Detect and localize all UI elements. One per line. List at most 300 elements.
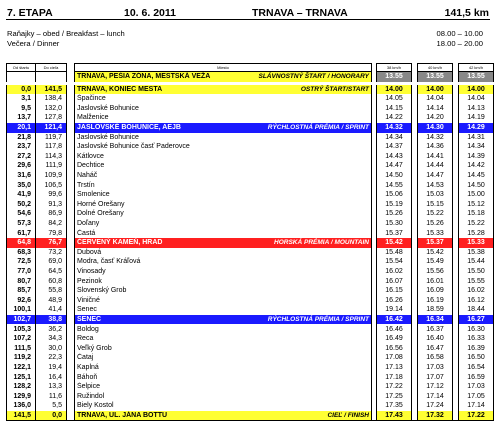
place-note [225, 133, 372, 143]
place-name: Báhoň [75, 372, 225, 382]
place-note [225, 104, 372, 114]
time-42: 15.50 [459, 267, 494, 277]
km-to-finish: 13,3 [36, 382, 67, 392]
col-from-start: Od štartu [7, 64, 36, 72]
table-row [7, 411, 494, 421]
km-to-finish: 79,8 [36, 229, 67, 239]
table-row [7, 315, 494, 325]
time-40: 15.37 [418, 238, 453, 248]
meal-time: 08.00 – 10.00 [436, 29, 483, 38]
time-38: 15.30 [377, 219, 412, 229]
km-from-start: 27,2 [7, 152, 36, 162]
km-from-start: 13,7 [7, 113, 36, 123]
time-38: 17.18 [377, 372, 412, 382]
place-name: Viničné [75, 296, 225, 306]
time-40: 14.20 [418, 113, 453, 123]
time-40: 16.40 [418, 334, 453, 344]
place-note [225, 248, 372, 258]
time-40: 17.14 [418, 392, 453, 402]
time-42: 15.28 [459, 229, 494, 239]
table-row [7, 161, 494, 171]
km-to-finish: 99,6 [36, 190, 67, 200]
time-40: 16.01 [418, 276, 453, 286]
time-38: 17.22 [377, 382, 412, 392]
time-38: 15.42 [377, 238, 412, 248]
km-to-finish: 109,9 [36, 171, 67, 181]
place-note [225, 296, 372, 306]
place-name: Boldog [75, 324, 225, 334]
place-note [225, 142, 372, 152]
place-note [225, 286, 372, 296]
km-to-finish: 84,2 [36, 219, 67, 229]
time-38: 19.14 [377, 305, 412, 315]
time-38: 14.05 [377, 94, 412, 104]
km-from-start: 57,3 [7, 219, 36, 229]
start-time-40: 13.55 [418, 72, 453, 82]
km-from-start: 35,0 [7, 181, 36, 191]
km-from-start: 129,9 [7, 392, 36, 402]
km-to-finish: 19,4 [36, 363, 67, 373]
time-40: 14.04 [418, 94, 453, 104]
km-from-start: 77,0 [7, 267, 36, 277]
meal-label: Raňajky – obed / Breakfast – lunch [7, 29, 125, 38]
km-from-start: 64,8 [7, 238, 36, 248]
timetable-header-row [7, 64, 494, 72]
col-speed-38: 38 km/h [377, 64, 412, 72]
time-42: 17.14 [459, 401, 494, 411]
place-note [225, 276, 372, 286]
place-name: Jaslovské Bohunice časť Paderovce [75, 142, 225, 152]
time-38: 16.15 [377, 286, 412, 296]
place-name: Pezinok [75, 276, 225, 286]
time-40: 15.15 [418, 200, 453, 210]
km-from-start: 0,0 [7, 85, 36, 95]
stage-route: TRNAVA – TRNAVA [252, 7, 348, 19]
km-to-finish: 121,4 [36, 123, 67, 133]
place-note [225, 219, 372, 229]
km-from-start: 100,1 [7, 305, 36, 315]
km-from-start: 20,1 [7, 123, 36, 133]
km-from-start: 61,7 [7, 229, 36, 239]
km-to-finish: 60,8 [36, 276, 67, 286]
time-40: 16.47 [418, 344, 453, 354]
place-name: TRNAVA, KONIEC MESTA [75, 85, 225, 95]
time-42: 14.19 [459, 113, 494, 123]
table-row [7, 152, 494, 162]
table-row [7, 238, 494, 248]
time-38: 14.43 [377, 152, 412, 162]
km-to-finish: 5,5 [36, 401, 67, 411]
table-row [7, 353, 494, 363]
time-38: 17.35 [377, 401, 412, 411]
km-from-start: 72,5 [7, 257, 36, 267]
time-42: 14.42 [459, 161, 494, 171]
km-from-start: 92,6 [7, 296, 36, 306]
time-38: 14.15 [377, 104, 412, 114]
place-name: Vinosady [75, 267, 225, 277]
table-row [7, 229, 494, 239]
place-note [225, 229, 372, 239]
table-row [7, 85, 494, 95]
time-42: 14.39 [459, 152, 494, 162]
time-40: 14.14 [418, 104, 453, 114]
km-to-finish: 11,6 [36, 392, 67, 402]
time-40: 15.49 [418, 257, 453, 267]
place-name: Špačince [75, 94, 225, 104]
time-40: 15.42 [418, 248, 453, 258]
km-from-start: 136,0 [7, 401, 36, 411]
table-row [7, 372, 494, 382]
time-42: 16.50 [459, 353, 494, 363]
km-to-finish: 138,4 [36, 94, 67, 104]
table-row [7, 171, 494, 181]
km-from-start: 85,7 [7, 286, 36, 296]
place-name: Malženice [75, 113, 225, 123]
time-40: 16.37 [418, 324, 453, 334]
place-name: Horné Orešany [75, 200, 225, 210]
km-to-finish: 86,9 [36, 209, 67, 219]
place-name: Doľany [75, 219, 225, 229]
time-42: 14.13 [459, 104, 494, 114]
table-row [7, 324, 494, 334]
time-42: 15.00 [459, 190, 494, 200]
place-name: Slovenský Grob [75, 286, 225, 296]
time-38: 14.34 [377, 133, 412, 143]
time-42: 15.38 [459, 248, 494, 258]
time-42: 17.22 [459, 411, 494, 421]
km-to-finish: 106,5 [36, 181, 67, 191]
time-38: 16.42 [377, 315, 412, 325]
time-38: 16.07 [377, 276, 412, 286]
time-38: 17.13 [377, 363, 412, 373]
time-38: 14.47 [377, 161, 412, 171]
place-note [225, 334, 372, 344]
place-note [225, 392, 372, 402]
time-38: 16.49 [377, 334, 412, 344]
time-42: 16.27 [459, 315, 494, 325]
place-name: Častá [75, 229, 225, 239]
time-40: 18.59 [418, 305, 453, 315]
time-42: 16.02 [459, 286, 494, 296]
km-from-start: 107,2 [7, 334, 36, 344]
place-name: Ružindol [75, 392, 225, 402]
km-from-start: 23,7 [7, 142, 36, 152]
km-from-start: 80,7 [7, 276, 36, 286]
meal-time: 18.00 – 20.00 [436, 39, 483, 48]
km-from-start: 68,3 [7, 248, 36, 258]
table-row [7, 344, 494, 354]
time-40: 17.32 [418, 411, 453, 421]
col-speed-42: 42 km/h [459, 64, 494, 72]
stage-distance: 141,5 km [444, 7, 489, 19]
place-note [225, 372, 372, 382]
col-to-finish: Do cieľa [36, 64, 67, 72]
time-42: 16.12 [459, 296, 494, 306]
table-row [7, 334, 494, 344]
honorary-start-row [7, 72, 494, 82]
place-name: Smolenice [75, 190, 225, 200]
time-40: 15.26 [418, 219, 453, 229]
time-38: 16.26 [377, 296, 412, 306]
km-from-start: 105,3 [7, 324, 36, 334]
time-42: 16.39 [459, 344, 494, 354]
place-name: Kaplná [75, 363, 225, 373]
km-to-finish: 48,9 [36, 296, 67, 306]
time-40: 16.19 [418, 296, 453, 306]
table-row [7, 392, 494, 402]
place-name: Dubová [75, 248, 225, 258]
place-note: RÝCHLOSTNÁ PRÉMIA / SPRINT [225, 123, 372, 133]
col-place: Miesto [75, 64, 372, 72]
time-40: 14.44 [418, 161, 453, 171]
km-to-finish: 22,3 [36, 353, 67, 363]
km-to-finish: 117,8 [36, 142, 67, 152]
place-note [225, 190, 372, 200]
time-38: 15.19 [377, 200, 412, 210]
place-name: SENEC [75, 315, 225, 325]
time-38: 14.55 [377, 181, 412, 191]
start-time-42: 13.55 [459, 72, 494, 82]
stage-number: 7. ETAPA [7, 7, 53, 19]
place-note [225, 344, 372, 354]
place-name: Naháč [75, 171, 225, 181]
time-38: 14.22 [377, 113, 412, 123]
km-to-finish: 30,0 [36, 344, 67, 354]
meal-schedule [6, 29, 490, 49]
time-38: 17.08 [377, 353, 412, 363]
time-42: 17.03 [459, 382, 494, 392]
time-42: 16.59 [459, 372, 494, 382]
time-40: 15.33 [418, 229, 453, 239]
meal-row-breakfast [6, 29, 490, 39]
meal-label: Večera / Dinner [7, 39, 60, 48]
place-name: Biely Kostol [75, 401, 225, 411]
place-note [225, 363, 372, 373]
time-40: 16.34 [418, 315, 453, 325]
stage-date: 10. 6. 2011 [124, 7, 176, 19]
time-40: 15.22 [418, 209, 453, 219]
place-note [225, 324, 372, 334]
place-name: JASLOVSKÉ BOHUNICE, AEJB [75, 123, 225, 133]
km-to-finish: 69,0 [36, 257, 67, 267]
table-row [7, 219, 494, 229]
km-to-finish: 34,3 [36, 334, 67, 344]
time-38: 16.46 [377, 324, 412, 334]
table-row [7, 286, 494, 296]
time-42: 15.33 [459, 238, 494, 248]
time-38: 14.32 [377, 123, 412, 133]
time-42: 14.45 [459, 171, 494, 181]
time-42: 15.44 [459, 257, 494, 267]
km-to-finish: 73,2 [36, 248, 67, 258]
km-to-finish: 0,0 [36, 411, 67, 421]
place-note [225, 181, 372, 191]
table-row [7, 209, 494, 219]
time-38: 17.43 [377, 411, 412, 421]
place-name: Veľký Grob [75, 344, 225, 354]
km-from-start: 102,7 [7, 315, 36, 325]
table-row [7, 276, 494, 286]
time-38: 15.06 [377, 190, 412, 200]
place-note [225, 200, 372, 210]
time-38: 15.37 [377, 229, 412, 239]
place-name: TRNAVA, UL. JÁNA BOTTU [75, 411, 225, 421]
col-speed-40: 40 km/h [418, 64, 453, 72]
time-42: 18.44 [459, 305, 494, 315]
time-38: 16.02 [377, 267, 412, 277]
time-42: 14.00 [459, 85, 494, 95]
time-42: 15.22 [459, 219, 494, 229]
time-40: 14.36 [418, 142, 453, 152]
time-40: 14.41 [418, 152, 453, 162]
time-40: 17.12 [418, 382, 453, 392]
time-42: 14.34 [459, 142, 494, 152]
time-38: 14.50 [377, 171, 412, 181]
time-40: 17.07 [418, 372, 453, 382]
km-to-finish: 127,8 [36, 113, 67, 123]
time-42: 16.30 [459, 324, 494, 334]
place-note [225, 161, 372, 171]
place-name: Senec [75, 305, 225, 315]
time-40: 14.53 [418, 181, 453, 191]
place-note [225, 257, 372, 267]
place-note [225, 152, 372, 162]
table-row [7, 113, 494, 123]
km-from-start: 9,5 [7, 104, 36, 114]
table-row [7, 296, 494, 306]
km-from-start: 50,2 [7, 200, 36, 210]
place-note [225, 353, 372, 363]
timetable [6, 63, 494, 421]
km-to-finish: 38,8 [36, 315, 67, 325]
time-42: 15.55 [459, 276, 494, 286]
time-40: 14.47 [418, 171, 453, 181]
km-from-start: 125,1 [7, 372, 36, 382]
km-from-start: 21,8 [7, 133, 36, 143]
place-note [225, 401, 372, 411]
time-40: 14.00 [418, 85, 453, 95]
start-note: SLÁVNOSTNÝ ŠTART / HONORARY [225, 72, 372, 82]
time-42: 14.04 [459, 94, 494, 104]
time-42: 16.33 [459, 334, 494, 344]
place-note [225, 94, 372, 104]
km-to-finish: 36,2 [36, 324, 67, 334]
table-row [7, 94, 494, 104]
km-from-start: 111,5 [7, 344, 36, 354]
place-name: Kátlovce [75, 152, 225, 162]
time-42: 15.18 [459, 209, 494, 219]
table-row [7, 401, 494, 411]
place-note [225, 305, 372, 315]
km-from-start: 41,9 [7, 190, 36, 200]
place-note: HORSKÁ PRÉMIA / MOUNTAIN [225, 238, 372, 248]
place-name: ČERVENÝ KAMEŇ, HRAD [75, 238, 225, 248]
km-to-finish: 119,7 [36, 133, 67, 143]
place-note [225, 382, 372, 392]
place-name: Šelpice [75, 382, 225, 392]
km-from-start: 122,1 [7, 363, 36, 373]
time-42: 14.50 [459, 181, 494, 191]
stage-header [6, 7, 490, 20]
km-from-start: 54,6 [7, 209, 36, 219]
table-row [7, 305, 494, 315]
place-name: Jaslovské Bohunice [75, 104, 225, 114]
km-to-finish: 41,4 [36, 305, 67, 315]
time-40: 15.56 [418, 267, 453, 277]
table-row [7, 181, 494, 191]
time-38: 14.00 [377, 85, 412, 95]
place-name: Jaslovské Bohunice [75, 133, 225, 143]
km-from-start: 119,2 [7, 353, 36, 363]
table-row [7, 382, 494, 392]
table-row [7, 104, 494, 114]
place-name: Trstín [75, 181, 225, 191]
table-row [7, 257, 494, 267]
time-40: 16.58 [418, 353, 453, 363]
start-time-38: 13.55 [377, 72, 412, 82]
km-from-start: 29,6 [7, 161, 36, 171]
time-38: 15.26 [377, 209, 412, 219]
km-to-finish: 55,8 [36, 286, 67, 296]
time-42: 16.54 [459, 363, 494, 373]
time-42: 14.31 [459, 133, 494, 143]
place-note [225, 267, 372, 277]
time-42: 17.05 [459, 392, 494, 402]
km-to-finish: 141,5 [36, 85, 67, 95]
time-40: 14.30 [418, 123, 453, 133]
km-to-finish: 114,3 [36, 152, 67, 162]
km-to-finish: 76,7 [36, 238, 67, 248]
km-to-finish: 91,3 [36, 200, 67, 210]
time-40: 17.24 [418, 401, 453, 411]
table-row [7, 248, 494, 258]
time-42: 14.29 [459, 123, 494, 133]
km-to-finish: 132,0 [36, 104, 67, 114]
place-name: Dolné Orešany [75, 209, 225, 219]
place-note: CIEĽ / FINISH [225, 411, 372, 421]
place-note [225, 113, 372, 123]
time-38: 14.37 [377, 142, 412, 152]
km-from-start: 3,1 [7, 94, 36, 104]
table-row [7, 267, 494, 277]
place-name: Čataj [75, 353, 225, 363]
km-from-start: 128,2 [7, 382, 36, 392]
meal-row-dinner [6, 39, 490, 49]
time-40: 16.09 [418, 286, 453, 296]
time-40: 14.32 [418, 133, 453, 143]
time-38: 16.56 [377, 344, 412, 354]
km-to-finish: 64,5 [36, 267, 67, 277]
place-note [225, 171, 372, 181]
table-row [7, 133, 494, 143]
table-row [7, 363, 494, 373]
place-name: Reca [75, 334, 225, 344]
time-40: 17.03 [418, 363, 453, 373]
place-note: RÝCHLOSTNÁ PRÉMIA / SPRINT [225, 315, 372, 325]
place-name: Modra, časť Kráľová [75, 257, 225, 267]
time-38: 17.25 [377, 392, 412, 402]
time-42: 15.12 [459, 200, 494, 210]
place-note [225, 209, 372, 219]
table-row [7, 142, 494, 152]
km-to-finish: 16,4 [36, 372, 67, 382]
km-from-start: 31,6 [7, 171, 36, 181]
km-from-start: 141,5 [7, 411, 36, 421]
start-place: TRNAVA, PEŠIA ZÓNA, MESTSKÁ VEŽA [75, 72, 225, 82]
time-38: 15.48 [377, 248, 412, 258]
time-40: 15.03 [418, 190, 453, 200]
time-38: 15.54 [377, 257, 412, 267]
